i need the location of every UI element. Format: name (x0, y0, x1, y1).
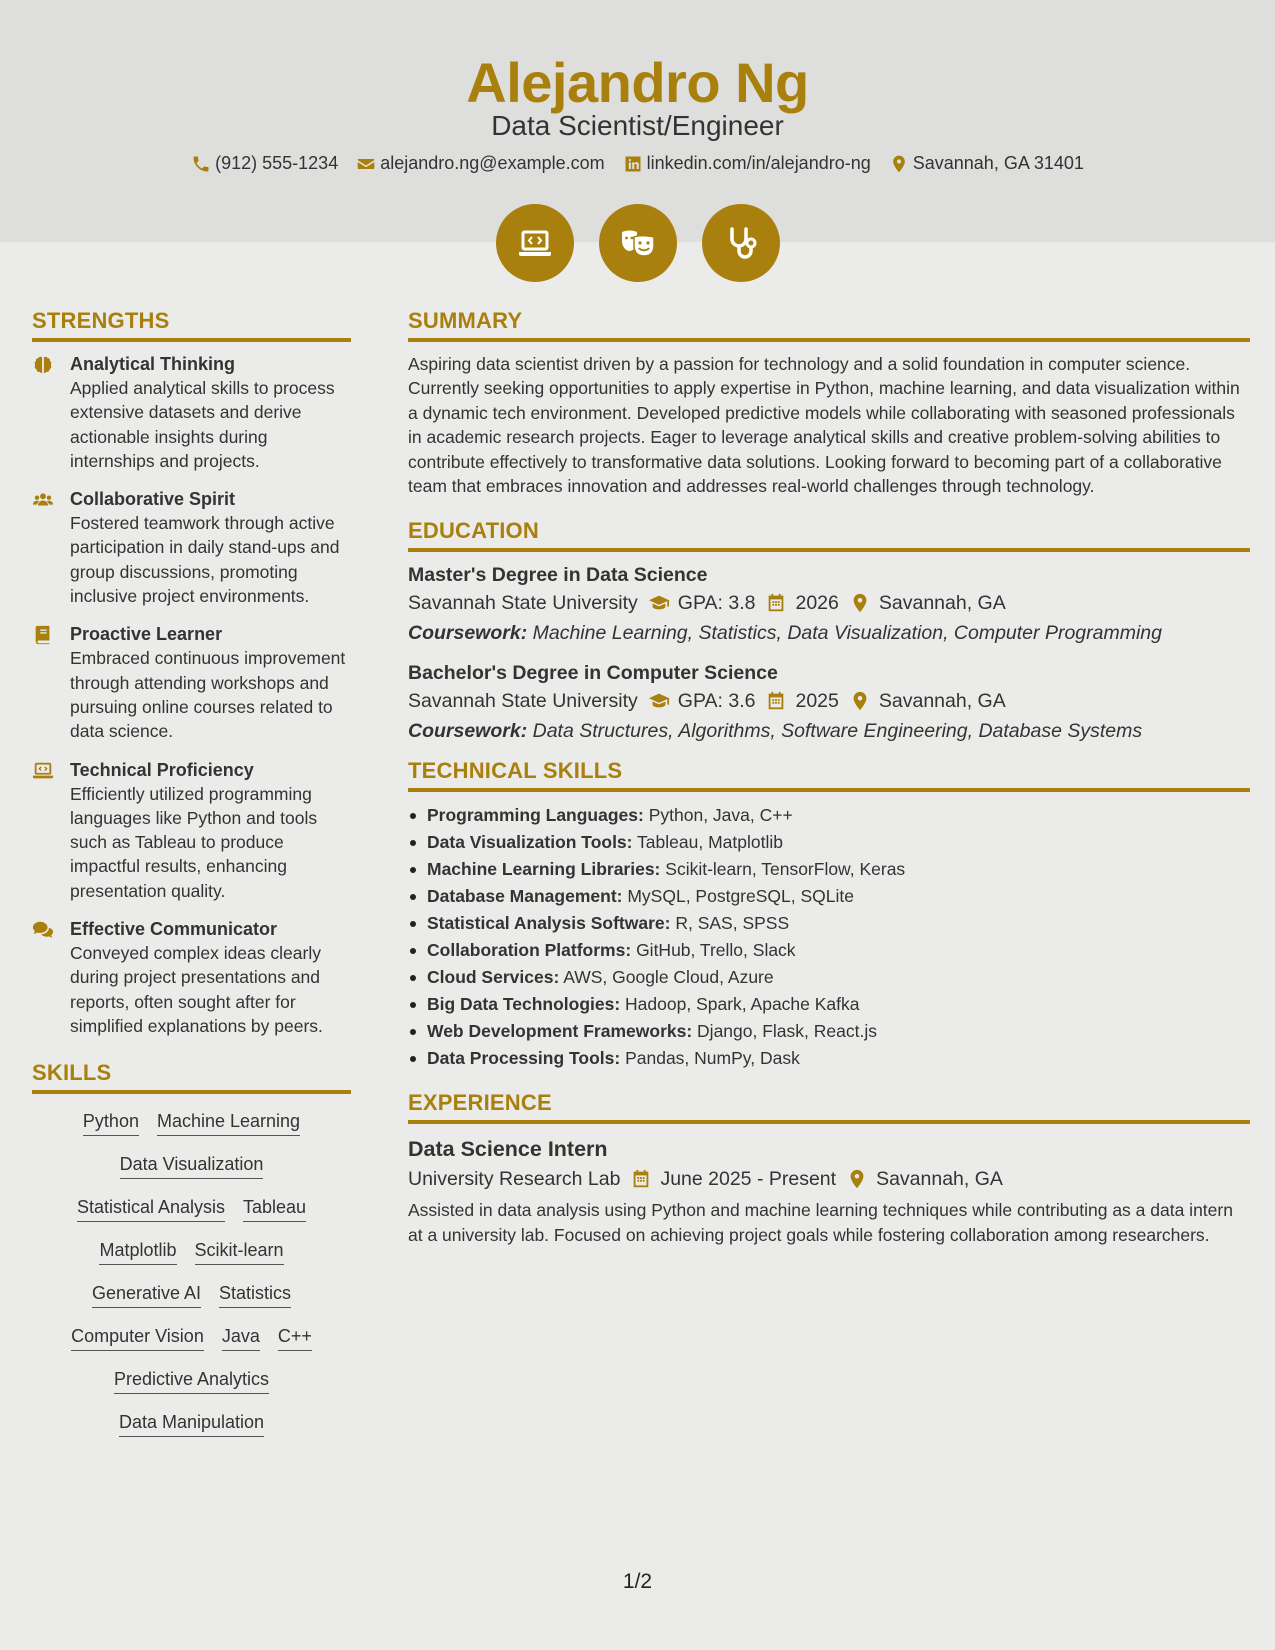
list-item (408, 829, 1250, 856)
stethoscope-icon (721, 223, 761, 263)
email-text: alejandro.ng@example.com (380, 153, 605, 173)
tech-label: Data Visualization Tools: (427, 832, 633, 853)
map-marker-icon (846, 1168, 868, 1190)
strength-desc: Efficiently utilized programming languages like Python and tools such as Tableau to produce impactful results, enhancing presentation quality. (70, 783, 318, 901)
strength-title: Effective Communicator (70, 919, 278, 940)
calendar-icon (765, 690, 787, 712)
candidate-name: Alejandro Ng (466, 51, 809, 114)
tech-label: Database Management: (427, 886, 623, 907)
job-title: Data Scientist/Engineer (491, 110, 784, 141)
year-text: 2026 (795, 592, 839, 615)
laptop-code-icon (32, 760, 54, 782)
tech-label: Web Development Frameworks: (427, 1021, 693, 1042)
map-marker-icon (849, 592, 871, 614)
tech-value: Django, Flask, React.js (697, 1021, 877, 1042)
skill-tag: Generative AI (92, 1282, 201, 1308)
gpa-text: GPA: 3.6 (677, 690, 756, 713)
phone-icon (191, 154, 211, 174)
tech-label: Collaboration Platforms: (427, 940, 632, 961)
experience-meta (408, 1164, 1250, 1194)
skill-tag: Statistical Analysis (77, 1196, 225, 1222)
skill-tag: Python (83, 1110, 139, 1136)
list-item (408, 1018, 1250, 1045)
strength-title: Analytical Thinking (70, 354, 236, 374)
degree-title: Bachelor's Degree in Computer Science (408, 662, 778, 685)
tech-label: Big Data Technologies: (427, 994, 621, 1015)
brain-icon (32, 354, 54, 376)
linkedin-icon (623, 154, 643, 174)
edu-location: Savannah, GA (878, 592, 1006, 615)
strength-item (32, 622, 351, 743)
summary-heading: SUMMARY (408, 308, 1250, 342)
tech-value: GitHub, Trello, Slack (636, 940, 796, 961)
coursework (408, 716, 1250, 746)
list-item (408, 856, 1250, 883)
strengths-heading: STRENGTHS (32, 308, 351, 342)
summary-text: Aspiring data scientist driven by a passion for technology and a solid foundation in computer science. Currently seeking opportunities to apply expertise in Python, machine learning, and data visualization within a dynamic tech environment. Developed predictive models while collaborating with seasoned professionals in academic research projects. Eager to leverage analytical skills and creative problem-solving abilities to contribute effectively to transformative data solutions. Looking forward to becoming part of a collaborative team that embraces innovation and addresses real-world challenges through technology. (408, 354, 1240, 497)
education-item (408, 562, 1250, 648)
strength-desc: Fostered teamwork through active participation in daily stand-ups and group discussions, promoting inclusive project environments. (70, 513, 340, 607)
strength-item (32, 487, 351, 608)
book-icon (32, 624, 54, 646)
comments-icon (32, 919, 54, 941)
experience-desc: Assisted in data analysis using Python and machine learning techniques while contributing as a data intern at a university lab. Focused on achieving project goals while fostering collaboration among researchers. (408, 1200, 1233, 1245)
theater-masks-icon (618, 223, 658, 263)
list-item (408, 910, 1250, 937)
list-item (408, 883, 1250, 910)
skill-tag: Statistics (219, 1282, 291, 1308)
education-item (408, 660, 1250, 746)
skill-tag: Data Visualization (120, 1153, 264, 1179)
organization: University Research Lab (408, 1168, 621, 1191)
coursework-label: Coursework: (408, 622, 528, 645)
skill-tag: Scikit-learn (195, 1239, 284, 1265)
technical-skills-heading: TECHNICAL SKILLS (408, 758, 1250, 792)
laptop-code-icon (515, 223, 555, 263)
left-column (32, 308, 351, 1437)
tech-value: R, SAS, SPSS (675, 913, 790, 934)
contact-phone[interactable] (191, 153, 338, 174)
page-number: 1/2 (622, 1570, 653, 1593)
badge-masks (599, 204, 677, 282)
coursework-label: Coursework: (408, 720, 528, 743)
strength-desc: Conveyed complex ideas clearly during project presentations and reports, often sought after for simplified explanations by peers. (70, 943, 323, 1036)
skill-tag: C++ (278, 1325, 312, 1351)
badge-laptop (496, 204, 574, 282)
degree-title: Master's Degree in Data Science (408, 564, 708, 587)
skill-tag: Matplotlib (99, 1239, 176, 1265)
coursework-text: Machine Learning, Statistics, Data Visualization, Computer Programming (532, 622, 1162, 645)
experience-heading: EXPERIENCE (408, 1090, 1250, 1124)
contact-location (889, 153, 1084, 174)
calendar-icon (765, 592, 787, 614)
gpa-text: GPA: 3.8 (677, 592, 756, 615)
list-item (408, 964, 1250, 991)
users-icon (32, 489, 54, 511)
education-meta (408, 686, 1250, 716)
tech-value: AWS, Google Cloud, Azure (563, 967, 774, 988)
strength-item (32, 352, 351, 473)
tech-value: Pandas, NumPy, Dask (625, 1048, 800, 1069)
list-item (408, 1045, 1250, 1072)
list-item (408, 991, 1250, 1018)
contact-bar (0, 153, 1275, 174)
coursework (408, 618, 1250, 648)
year-text: 2025 (795, 690, 839, 713)
skills-heading: SKILLS (32, 1060, 351, 1094)
map-marker-icon (849, 690, 871, 712)
envelope-icon (356, 154, 376, 174)
tech-label: Data Processing Tools: (427, 1048, 621, 1069)
tech-label: Programming Languages: (427, 805, 644, 826)
experience-item (408, 1134, 1250, 1247)
technical-skills-list (408, 802, 1250, 1072)
edu-location: Savannah, GA (878, 690, 1006, 713)
calendar-icon (630, 1168, 652, 1190)
tech-label: Machine Learning Libraries: (427, 859, 661, 880)
linkedin-text: linkedin.com/in/alejandro-ng (646, 153, 871, 173)
strength-item (32, 917, 351, 1038)
interest-badges (0, 204, 1275, 282)
experience-title: Data Science Intern (408, 1137, 608, 1162)
coursework-text: Data Structures, Algorithms, Software Engineering, Database Systems (532, 720, 1143, 743)
tech-value: Python, Java, C++ (648, 805, 793, 826)
strength-title: Proactive Learner (70, 624, 223, 645)
list-item (408, 937, 1250, 964)
school-name: Savannah State University (408, 592, 638, 615)
strength-desc: Embraced continuous improvement through attending workshops and pursuing online courses related to data science. (70, 648, 346, 742)
contact-linkedin[interactable] (623, 153, 871, 174)
tech-label: Cloud Services: (427, 967, 560, 988)
education-heading: EDUCATION (408, 518, 1250, 552)
education-meta (408, 588, 1250, 618)
skills-cloud (32, 1104, 351, 1437)
list-item (408, 802, 1250, 829)
skill-tag: Java (222, 1325, 260, 1351)
school-name: Savannah State University (408, 690, 638, 713)
badge-stethoscope (702, 204, 780, 282)
skill-tag: Machine Learning (157, 1110, 300, 1136)
strength-title: Collaborative Spirit (70, 489, 236, 510)
skill-tag: Tableau (243, 1196, 306, 1222)
right-column (408, 308, 1250, 1247)
tech-value: Hadoop, Spark, Apache Kafka (625, 994, 860, 1015)
experience-location: Savannah, GA (876, 1168, 1003, 1191)
tech-value: Scikit-learn, TensorFlow, Keras (665, 859, 906, 880)
tech-label: Statistical Analysis Software: (427, 913, 671, 934)
skill-tag: Computer Vision (71, 1325, 204, 1351)
skill-tag: Data Manipulation (119, 1411, 264, 1437)
tech-value: Tableau, Matplotlib (637, 832, 783, 853)
tech-value: MySQL, PostgreSQL, SQLite (627, 886, 854, 907)
strength-desc: Applied analytical skills to process extensive datasets and derive actionable insights during internships and projects. (70, 378, 335, 471)
graduation-cap-icon (648, 690, 670, 712)
phone-text: (912) 555-1234 (215, 153, 339, 173)
location-text: Savannah, GA 31401 (912, 153, 1084, 173)
map-marker-icon (889, 154, 909, 174)
strength-item (32, 758, 351, 903)
contact-email[interactable] (356, 153, 604, 174)
strength-title: Technical Proficiency (70, 759, 254, 780)
experience-dates: June 2025 - Present (660, 1168, 837, 1191)
skill-tag: Predictive Analytics (114, 1368, 269, 1394)
graduation-cap-icon (648, 592, 670, 614)
